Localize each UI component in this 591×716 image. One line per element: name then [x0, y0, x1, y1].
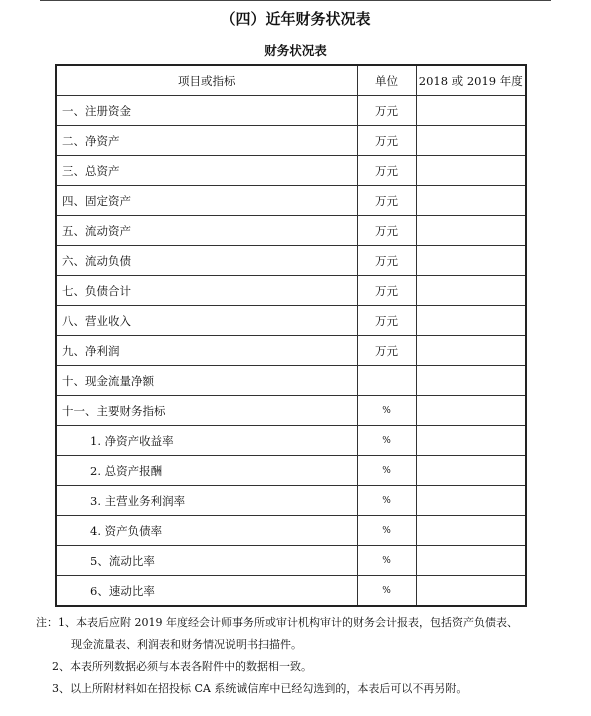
note-line-3: 3、以上所附材料如在招投标 CA 系统诚信库中已经勾选到的，本表后可以不再另附。: [52, 682, 468, 695]
row-value-cell[interactable]: [416, 216, 526, 246]
table-row: [56, 396, 526, 426]
row-value-cell[interactable]: [416, 486, 526, 516]
row-item: 五、流动资产: [56, 216, 357, 246]
row-item: 3. 主营业务利润率: [56, 486, 357, 516]
row-value-cell[interactable]: [416, 306, 526, 336]
row-value-cell[interactable]: [416, 546, 526, 576]
row-unit: %: [357, 456, 416, 486]
row-unit: %: [357, 486, 416, 516]
header-item: 项目或指标: [56, 65, 357, 96]
table-row: [56, 456, 526, 486]
table-row: [56, 216, 526, 246]
row-value-cell[interactable]: [416, 396, 526, 426]
table-row: [56, 516, 526, 546]
row-unit: [357, 366, 416, 396]
row-item: 2. 总资产报酬: [56, 456, 357, 486]
row-value-cell[interactable]: [416, 186, 526, 216]
top-rule: [40, 0, 551, 1]
row-unit: %: [357, 576, 416, 607]
row-unit: %: [357, 396, 416, 426]
table-row: [56, 426, 526, 456]
row-item: 4. 资产负债率: [56, 516, 357, 546]
row-value-cell[interactable]: [416, 456, 526, 486]
row-item: 十一、主要财务指标: [56, 396, 357, 426]
row-value-cell[interactable]: [416, 366, 526, 396]
row-unit: 万元: [357, 306, 416, 336]
row-unit: 万元: [357, 186, 416, 216]
row-value-cell[interactable]: [416, 126, 526, 156]
row-item: 四、固定资产: [56, 186, 357, 216]
table-row: [56, 336, 526, 366]
row-unit: 万元: [357, 246, 416, 276]
row-unit: %: [357, 516, 416, 546]
row-unit: 万元: [357, 156, 416, 186]
row-value-cell[interactable]: [416, 96, 526, 126]
row-unit: 万元: [357, 126, 416, 156]
row-value-cell[interactable]: [416, 156, 526, 186]
note-line-2: 2、本表所列数据必须与本表各附件中的数据相一致。: [52, 660, 312, 673]
table-row: [56, 546, 526, 576]
row-unit: %: [357, 426, 416, 456]
row-item: 二、净资产: [56, 126, 357, 156]
row-item: 1. 净资产收益率: [56, 426, 357, 456]
table-row: [56, 246, 526, 276]
row-value-cell[interactable]: [416, 516, 526, 546]
note-line-1-continued: 现金流量表、利润表和财务情况说明书扫描件。: [71, 638, 302, 651]
row-unit: 万元: [357, 276, 416, 306]
table-header-row: [56, 65, 526, 96]
row-unit: 万元: [357, 96, 416, 126]
row-item: 六、流动负债: [56, 246, 357, 276]
financial-status-table: [55, 64, 527, 607]
table-row: [56, 576, 526, 607]
table-row: [56, 186, 526, 216]
table-row: [56, 366, 526, 396]
row-item: 九、净利润: [56, 336, 357, 366]
row-value-cell[interactable]: [416, 426, 526, 456]
row-item: 十、现金流量净额: [56, 366, 357, 396]
row-value-cell[interactable]: [416, 336, 526, 366]
note-line-1: 注：1、本表后应附 2019 年度经会计师事务所或审计机构审计的财务会计报表，包括资产负债表、: [36, 616, 518, 629]
row-unit: 万元: [357, 336, 416, 366]
row-item: 三、总资产: [56, 156, 357, 186]
row-unit: 万元: [357, 216, 416, 246]
table-row: [56, 96, 526, 126]
table-row: [56, 306, 526, 336]
table-row: [56, 156, 526, 186]
row-item: 一、注册资金: [56, 96, 357, 126]
row-value-cell[interactable]: [416, 276, 526, 306]
header-unit: 单位: [357, 65, 416, 96]
page-title: （四）近年财务状况表: [220, 10, 371, 28]
table-row: [56, 276, 526, 306]
header-year: 2018 或 2019 年度: [416, 65, 526, 96]
table-row: [56, 486, 526, 516]
row-item: 5、流动比率: [56, 546, 357, 576]
row-value-cell[interactable]: [416, 576, 526, 607]
row-item: 七、负债合计: [56, 276, 357, 306]
notes-section: [36, 612, 576, 700]
row-value-cell[interactable]: [416, 246, 526, 276]
row-item: 6、速动比率: [56, 576, 357, 607]
row-unit: %: [357, 546, 416, 576]
row-item: 八、营业收入: [56, 306, 357, 336]
table-title: 财务状况表: [264, 43, 327, 58]
table-row: [56, 126, 526, 156]
